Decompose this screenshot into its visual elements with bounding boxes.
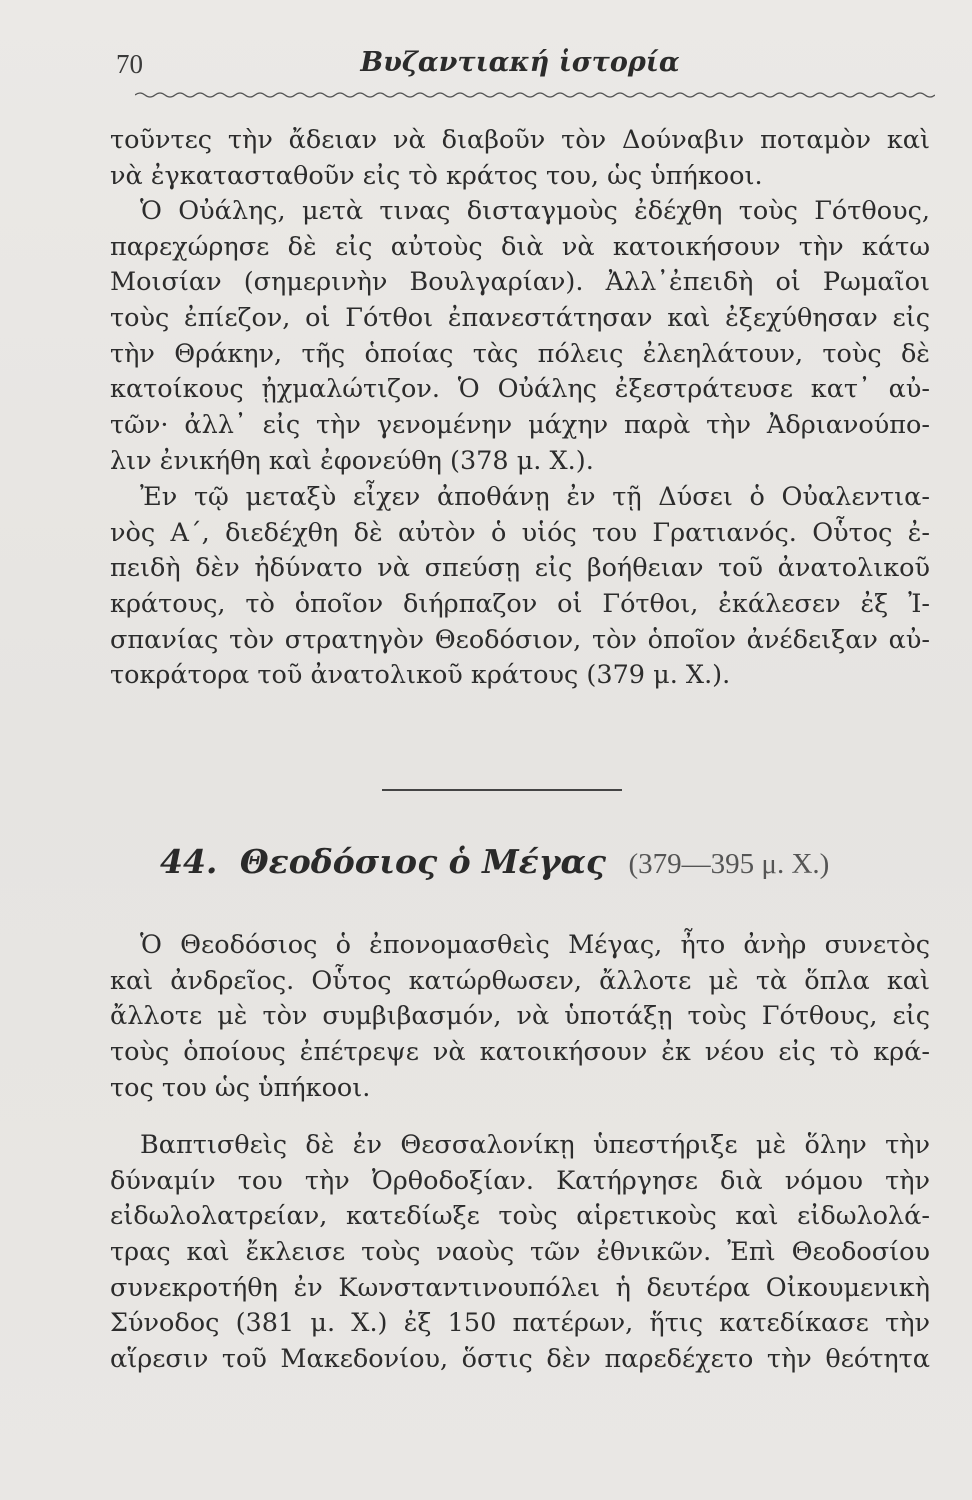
page-header	[110, 45, 930, 85]
text-line: κατοίκους ᾐχμαλώτιζον. Ὁ Οὐάλης ἐξεστράτευσε κατ᾽ αὐ-	[110, 374, 930, 405]
paragraph-theodosius	[110, 928, 930, 1106]
paragraph-valentinian	[110, 480, 930, 694]
running-head: Βυζαντιακή ἱστορία	[360, 47, 680, 78]
paragraph-orthodoxy	[110, 1128, 930, 1378]
text-line: Βαπτισθεὶς δὲ ἐν Θεσσαλονίκῃ ὑπεστήριξε μὲ ὅλην τὴν	[140, 1130, 930, 1160]
text-line: λιν ἐνικήθη καὶ ἐφονεύθη (378 μ. Χ.).	[110, 445, 594, 476]
text-line: Ὁ Οὐάλης, μετὰ τινας δισταγμοὺς ἐδέχθη τοὺς Γότθους,	[140, 196, 930, 226]
text-line: τοῦντες τὴν ἄδειαν νὰ διαβοῦν τὸν Δούναβιν ποταμὸν καὶ	[110, 125, 930, 155]
text-line: Μοισίαν (σημερινὴν Βουλγαρίαν). Ἀλλ᾽ἐπειδὴ οἱ Ρωμαῖοι	[110, 267, 930, 298]
text-line: ἄλλοτε μὲ τὸν συμβιβασμόν, νὰ ὑποτάξῃ τοὺς Γότθους, εἰς	[110, 1001, 930, 1032]
text-line: καὶ ἀνδρεῖος. Οὗτος κατώρθωσεν, ἄλλοτε μὲ τὰ ὅπλα καὶ	[110, 965, 930, 996]
text-line: τοὺς ἐπίεζον, οἱ Γότθοι ἐπανεστάτησαν καὶ ἐξεχύθησαν εἰς	[110, 303, 930, 334]
paragraph-valens	[110, 194, 930, 480]
text-line: νὰ ἐγκατασταθοῦν εἰς τὸ κράτος του, ὡς ὑπήκοοι.	[110, 160, 763, 191]
text-line: τὴν Θράκην, τῆς ὁποίας τὰς πόλεις ἐλεηλάτουν, τοὺς δὲ	[110, 338, 930, 369]
text-line: σπανίας τὸν στρατηγὸν Θεοδόσιον, τὸν ὁποῖον ἀνέδειξαν αὐ-	[110, 624, 930, 655]
text-line: εἰδωλολατρείαν, κατεδίωξε τοὺς αἱρετικοὺς καὶ εἰδωλολά-	[110, 1201, 930, 1232]
text-line: πειδὴ δὲν ἠδύνατο νὰ σπεύσῃ εἰς βοήθειαν τοῦ ἀνατολικοῦ	[110, 553, 930, 584]
text-line: Ἐν τῷ μεταξὺ εἶχεν ἀποθάνῃ ἐν τῇ Δύσει ὁ Οὐαλεντια-	[140, 482, 930, 512]
text-line: αἵρεσιν τοῦ Μακεδονίου, ὅστις δὲν παρεδέχετο τὴν θεότητα	[110, 1344, 930, 1375]
text-line: Ὁ Θεοδόσιος ὁ ἐπονομασθεὶς Μέγας, ἦτο ἀνὴρ συνετὸς	[140, 930, 930, 960]
text-line: κράτους, τὸ ὁποῖον διήρπαζον οἱ Γότθοι, ἐκάλεσεν ἐξ Ἰ-	[110, 589, 930, 620]
section-divider	[382, 789, 622, 791]
paragraph-continuation	[110, 123, 930, 194]
section-number: 44.	[160, 842, 218, 881]
text-line: νὸς Α΄, διεδέχθη δὲ αὐτὸν ὁ υἱός του Γρατιανός. Οὗτος ἐ-	[110, 517, 930, 548]
text-line: τοὺς ὁποίους ἐπέτρεψε νὰ κατοικήσουν ἐκ νέου εἰς τὸ κρά-	[110, 1037, 930, 1068]
text-line: παρεχώρησε δὲ εἰς αὐτοὺς διὰ νὰ κατοικήσουν τὴν κάτω	[110, 231, 930, 262]
page-number: 70	[116, 49, 143, 79]
section-title: Θεοδόσιος ὁ Μέγας	[239, 842, 607, 881]
section-heading	[160, 842, 920, 892]
text-line: τῶν· ἀλλ᾽ εἰς τὴν γενομένην μάχην παρὰ τὴν Ἀδριανούπο-	[110, 410, 930, 441]
text-line: Σύνοδος (381 μ. Χ.) ἐξ 150 πατέρων, ἥτις κατεδίκασε τὴν	[110, 1308, 930, 1339]
header-wavy-rule	[135, 90, 935, 100]
section-dates: (379—395 μ. Χ.)	[628, 848, 830, 880]
text-line: τοκράτορα τοῦ ἀνατολικοῦ κράτους (379 μ. Χ.).	[110, 660, 731, 691]
text-line: τρας καὶ ἔκλεισε τοὺς ναοὺς τῶν ἐθνικῶν. Ἐπὶ Θεοδοσίου	[110, 1237, 930, 1268]
text-line: συνεκροτήθη ἐν Κωνσταντινουπόλει ἡ δευτέρα Οἰκουμενικὴ	[110, 1272, 930, 1303]
text-line: τος του ὡς ὑπήκοοι.	[110, 1072, 371, 1103]
text-line: δύναμίν του τὴν Ὀρθοδοξίαν. Κατήργησε διὰ νόμου τὴν	[110, 1165, 930, 1196]
